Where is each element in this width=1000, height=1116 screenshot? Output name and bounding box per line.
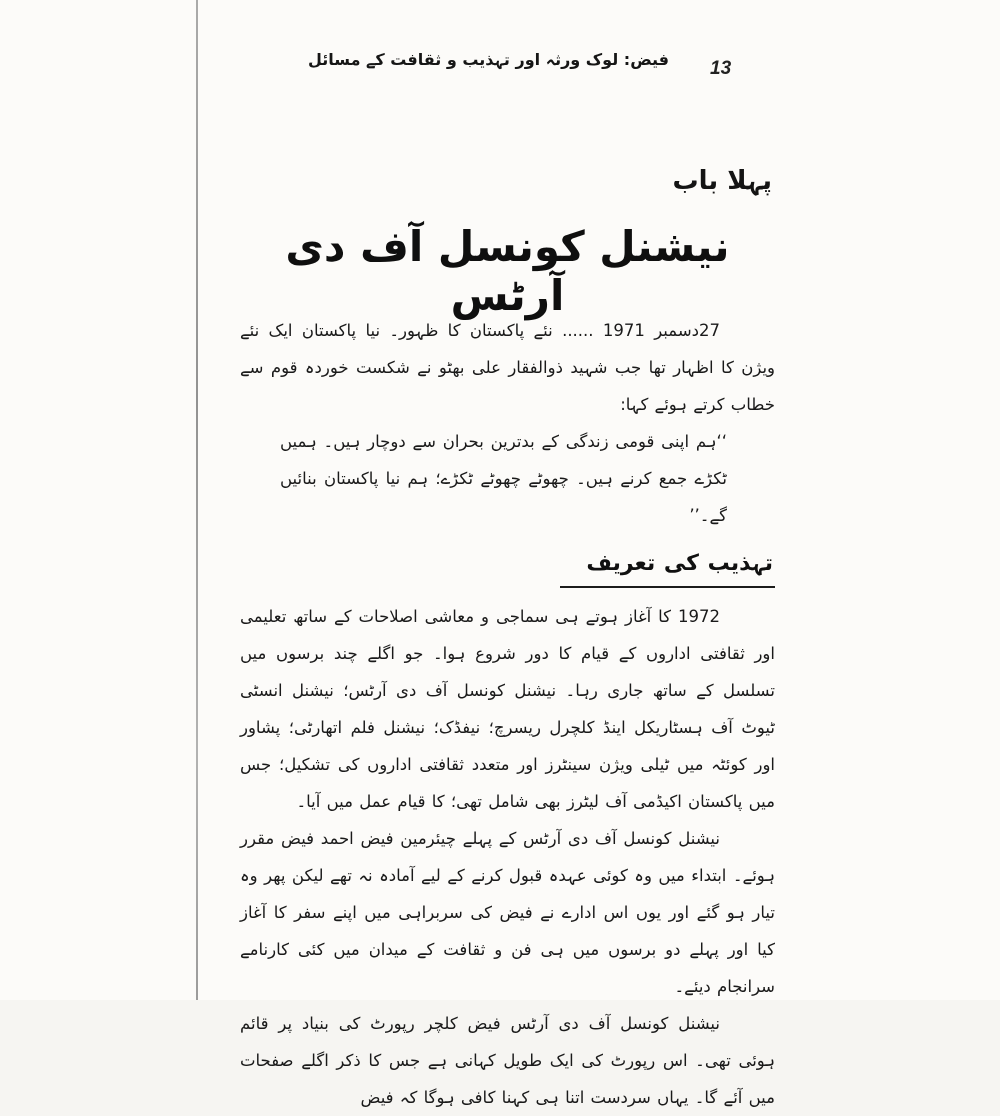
page-edge-line: [196, 0, 198, 1000]
running-head: [0, 0, 1000, 100]
section-heading-definition-of-culture: تہذیب کی تعریف: [560, 549, 775, 588]
paragraph-faiz-chairman: نیشنل کونسل آف دی آرٹس کے پہلے چیئرمین فیض احمد فیض مقرر ہوئے۔ ابتداء میں وہ کوئی عہدہ قبول کرنے کے لیے آمادہ نہ تھے لیکن پھر وہ تیار ہو گئے اور یوں اس ادارے نے فیض کی سربراہی میں اپنے سفر کا آغاز کیا اور پہلے دو برسوں میں ہی فن و ثقافت کے میدان میں کئی کارنامے سرانجام دیئے۔: [240, 829, 775, 996]
paragraph-intro: 27دسمبر 1971 ...... نئے پاکستان کا ظہور۔ نیا پاکستان ایک نئے ویژن کا اظہار تھا جب شہید ذوالفقار علی بھٹو نے شکست خوردہ قوم سے خطاب کرتے ہوئے کہا:: [240, 321, 775, 414]
running-head-book-title: فیض: لوک ورثہ اور تہذیب و ثقافت کے مسائل: [308, 50, 670, 69]
paragraph-culture-report: نیشنل کونسل آف دی آرٹس فیض کلچر رپورٹ کی بنیاد پر قائم ہوئی تھی۔ اس رپورٹ کی ایک طویل کہانی ہے جس کا ذکر اگلے صفحات میں آئے گا۔ یہاں سردست اتنا ہی کہنا کافی ہوگا کہ فیض: [240, 1014, 775, 1107]
paragraph-bhutto-quote: ‘‘ہم اپنی قومی زندگی کے بدترین بحران سے دوچار ہیں۔ ہمیں ٹکڑے جمع کرنے ہیں۔ چھوٹے چھوٹے ٹکڑے؛ ہم نیا پاکستان بنائیں گے۔’’: [280, 432, 727, 525]
body-text: [240, 312, 775, 1116]
page-number: 13: [710, 58, 732, 79]
paragraph-1972-reforms: 1972 کا آغاز ہوتے ہی سماجی و معاشی اصلاحات کے ساتھ تعلیمی اور ثقافتی اداروں کے قیام کا دور شروع ہوا۔ جو اگلے چند برسوں میں تسلسل کے ساتھ جاری رہا۔ نیشنل کونسل آف دی آرٹس؛ نیشنل انسٹی ٹیوٹ آف ہسٹاریکل اینڈ کلچرل ریسرچ؛ نیفڈک؛ نیشنل فلم اتھارٹی؛ پشاور اور کوئٹہ میں ٹیلی ویژن سینٹرز اور متعدد ثقافتی اداروں کی تشکیل؛ جس میں پاکستان اکیڈمی آف لیٹرز بھی شامل تھی؛ کا قیام عمل میں آیا۔: [240, 607, 775, 811]
section-heading-row: [240, 546, 775, 588]
page-title: نیشنل کونسل آف دی آرٹس: [285, 222, 730, 320]
chapter-label: پہلا باب: [672, 166, 772, 196]
